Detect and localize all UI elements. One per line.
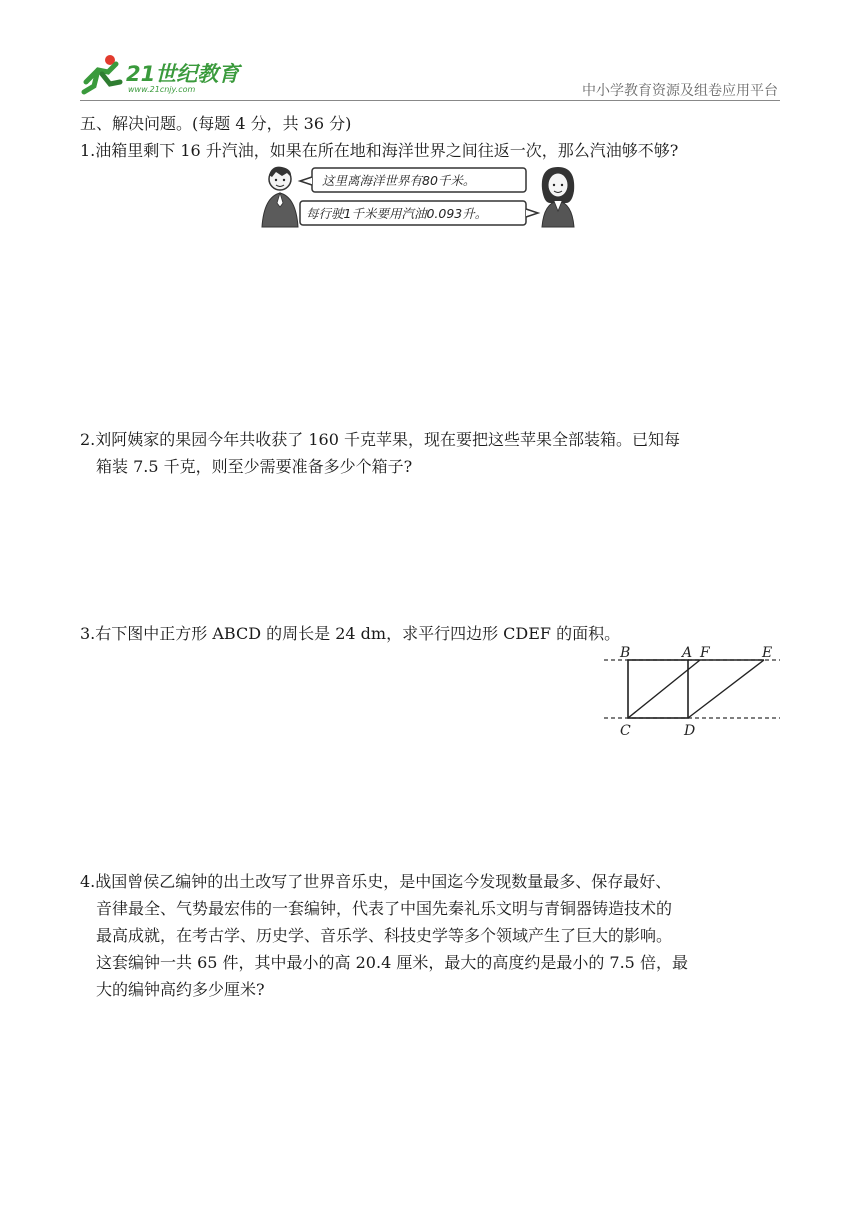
square-abcd	[628, 660, 688, 718]
section-title: 五、解决问题。(每题 4 分，共 36 分)	[80, 114, 352, 133]
bubble-top-text: 这里离海洋世界有80千米。	[322, 173, 476, 188]
question-4-line-4: 这套编钟一共 65 件，其中最小的高 20.4 厘米，最大的高度约是最小的 7.5 倍，最	[96, 953, 688, 972]
speech-bubble-bottom	[300, 201, 538, 225]
label-e: E	[762, 645, 773, 661]
side-de	[688, 660, 764, 718]
label-f: F	[700, 645, 710, 661]
side-cf	[628, 660, 700, 718]
header-divider	[80, 100, 780, 101]
question-1-illustration	[256, 163, 586, 229]
question-4-line-1: 4.战国曾侯乙编钟的出土改写了世界音乐史，是中国迄今发现数量最多、保存最好、	[80, 872, 672, 891]
logo	[80, 52, 250, 100]
label-b: B	[620, 645, 631, 661]
question-3-figure	[596, 642, 786, 742]
question-4-line-3: 最高成就，在考古学、历史学、音乐学、科技史学等多个领域产生了巨大的影响。	[96, 926, 673, 945]
question-3: 3.右下图中正方形 ABCD 的周长是 24 dm，求平行四边形 CDEF 的面积。	[80, 624, 621, 643]
speech-bubble-top	[300, 168, 526, 192]
question-4-line-5: 大的编钟高约多少厘米?	[96, 980, 265, 999]
label-d: D	[684, 723, 696, 739]
platform-name: 中小学教育资源及组卷应用平台	[582, 83, 778, 99]
label-a: A	[682, 645, 693, 661]
runner-logo-icon	[80, 52, 126, 96]
question-1: 1.油箱里剩下 16 升汽油，如果在所在地和海洋世界之间往返一次，那么汽油够不够?	[80, 141, 679, 160]
question-4	[80, 868, 688, 1003]
girl-figure	[542, 167, 574, 227]
question-2-line-2: 箱装 7.5 千克，则至少需要准备多少个箱子?	[96, 457, 413, 476]
label-c: C	[620, 723, 631, 739]
question-4-line-2: 音律最全、气势最宏伟的一套编钟，代表了中国先秦礼乐文明与青铜器铸造技术的	[96, 899, 673, 918]
question-2-line-1: 2.刘阿姨家的果园今年共收获了 160 千克苹果，现在要把这些苹果全部装箱。已知每	[80, 430, 680, 449]
page-header	[80, 52, 780, 102]
logo-text: 21世纪教育	[126, 62, 240, 86]
logo-url: www.21cnjy.com	[128, 85, 196, 94]
boy-figure	[262, 167, 298, 227]
bubble-bottom-text: 每行驶1千米要用汽油0.093升。	[306, 206, 488, 221]
